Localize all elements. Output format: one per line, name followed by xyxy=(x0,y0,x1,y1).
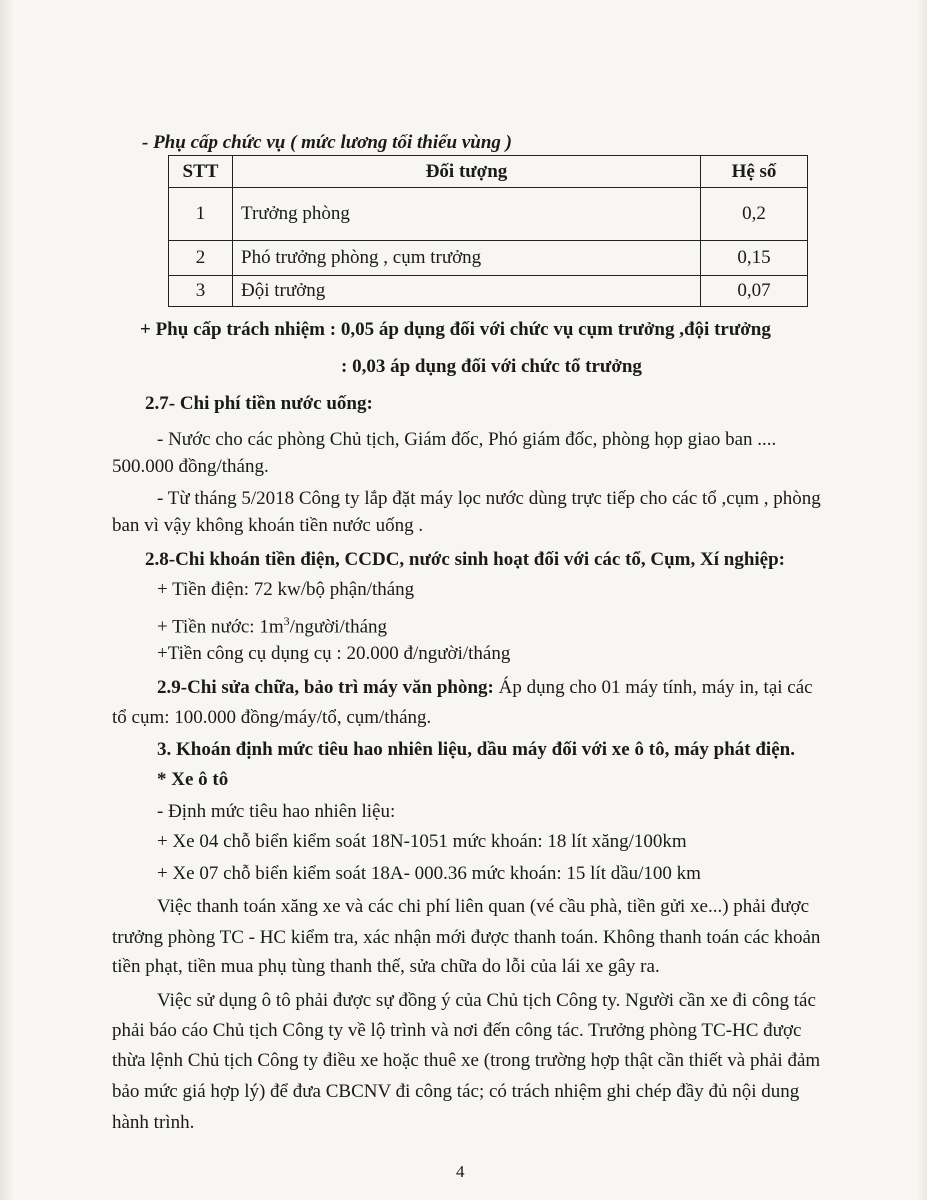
scan-edge-right xyxy=(917,0,927,1200)
s3-p2-line4: bảo mức giá hợp lý) để đưa CBCNV đi công tác; có trách nhiệm ghi chép đầy đủ nội dung xyxy=(112,1081,800,1102)
s28-item-tools: +Tiền công cụ dụng cụ : 20.000 đ/người/tháng xyxy=(157,643,511,664)
s27-p2-line1: - Từ tháng 5/2018 Công ty lắp đặt máy lọc nước dùng trực tiếp cho các tổ ,cụm , phòng xyxy=(157,488,821,509)
row-coefficient: 0,15 xyxy=(701,241,808,276)
fuel-label: - Định mức tiêu hao nhiên liệu: xyxy=(157,801,396,822)
responsibility-line-1: + Phụ cấp trách nhiệm : 0,05 áp dụng đối với chức vụ cụm trưởng ,đội trưởng xyxy=(140,319,771,340)
row-object: Đội trưởng xyxy=(233,276,701,307)
table-row xyxy=(169,241,808,276)
row-coefficient: 0,2 xyxy=(701,188,808,241)
row-coefficient: 0,07 xyxy=(701,276,808,307)
header-stt: STT xyxy=(169,156,233,188)
row-object: Trưởng phòng xyxy=(233,188,701,241)
responsibility-line-2: : 0,03 áp dụng đối với chức tổ trưởng xyxy=(341,356,642,377)
table-header-row xyxy=(169,156,808,188)
s29-line2: tổ cụm: 100.000 đồng/máy/tổ, cụm/tháng. xyxy=(112,707,432,728)
row-stt: 1 xyxy=(169,188,233,241)
s28-item-water-pre: + Tiền nước: 1m xyxy=(157,616,284,638)
s28-item-electricity: + Tiền điện: 72 kw/bộ phận/tháng xyxy=(157,579,415,600)
s27-p2-line2: ban vì vậy không khoán tiền nước uống . xyxy=(112,515,424,536)
row-stt: 3 xyxy=(169,276,233,307)
row-stt: 2 xyxy=(169,241,233,276)
scan-edge-left xyxy=(0,0,14,1200)
s29-line1 xyxy=(157,676,813,700)
allowance-table xyxy=(168,155,808,307)
s28-item-water-sup: 3 xyxy=(283,614,290,628)
section-3-subtitle: * Xe ô tô xyxy=(157,769,229,790)
table-row xyxy=(169,276,808,307)
s3-p1-line2: trưởng phòng TC - HC kiểm tra, xác nhận mới được thanh toán. Không thanh toán các khoản xyxy=(112,927,821,948)
s3-p1-line3: tiền phạt, tiền mua phụ tùng thanh thế, sửa chữa do lỗi của lái xe gây ra. xyxy=(112,956,660,977)
row-object: Phó trưởng phòng , cụm trưởng xyxy=(233,241,701,276)
header-object: Đối tượng xyxy=(233,156,701,188)
s28-item-water-post: /người/tháng xyxy=(289,616,388,638)
page-number: 4 xyxy=(456,1162,465,1181)
s3-p2-line3: thừa lệnh Chủ tịch Công ty điều xe hoặc thuê xe (trong trường hợp thật cần thiết và phải đảm xyxy=(112,1050,821,1071)
s27-p1-line1: - Nước cho các phòng Chủ tịch, Giám đốc, Phó giám đốc, phòng họp giao ban .... xyxy=(157,429,777,450)
car-2: + Xe 07 chỗ biển kiểm soát 18A- 000.36 mức khoán: 15 lít dầu/100 km xyxy=(157,863,701,884)
car-1: + Xe 04 chỗ biển kiểm soát 18N-1051 mức khoán: 18 lít xăng/100km xyxy=(157,831,687,852)
s3-p2-line1: Việc sử dụng ô tô phải được sự đồng ý của Chủ tịch Công ty. Người cần xe đi công tác xyxy=(157,990,816,1011)
s3-p2-line5: hành trình. xyxy=(112,1112,195,1133)
header-coefficient: Hệ số xyxy=(701,156,808,188)
s29-text-1: Áp dụng cho 01 máy tính, máy in, tại các xyxy=(493,677,813,698)
section-2-7-title: 2.7- Chi phí tiền nước uống: xyxy=(145,393,373,414)
s28-item-water xyxy=(157,609,387,639)
section-3-title: 3. Khoán định mức tiêu hao nhiên liệu, dầu máy đối với xe ô tô, máy phát điện. xyxy=(157,739,795,760)
table-row xyxy=(169,188,808,241)
section-2-8-title: 2.8-Chi khoán tiền điện, CCDC, nước sinh hoạt đối với các tổ, Cụm, Xí nghiệp: xyxy=(145,549,785,570)
allowance-heading: - Phụ cấp chức vụ ( mức lương tối thiểu vùng ) xyxy=(142,132,512,153)
s3-p1-line1: Việc thanh toán xăng xe và các chi phí liên quan (vé cầu phà, tiền gửi xe...) phải được xyxy=(157,896,810,917)
section-2-9-title: 2.9-Chi sửa chữa, bảo trì máy văn phòng: xyxy=(157,677,494,698)
s3-p2-line2: phải báo cáo Chủ tịch Công ty về lộ trình và nơi đến công tác. Trưởng phòng TC-HC được xyxy=(112,1020,802,1041)
s27-p1-line2: 500.000 đồng/tháng. xyxy=(112,456,269,477)
